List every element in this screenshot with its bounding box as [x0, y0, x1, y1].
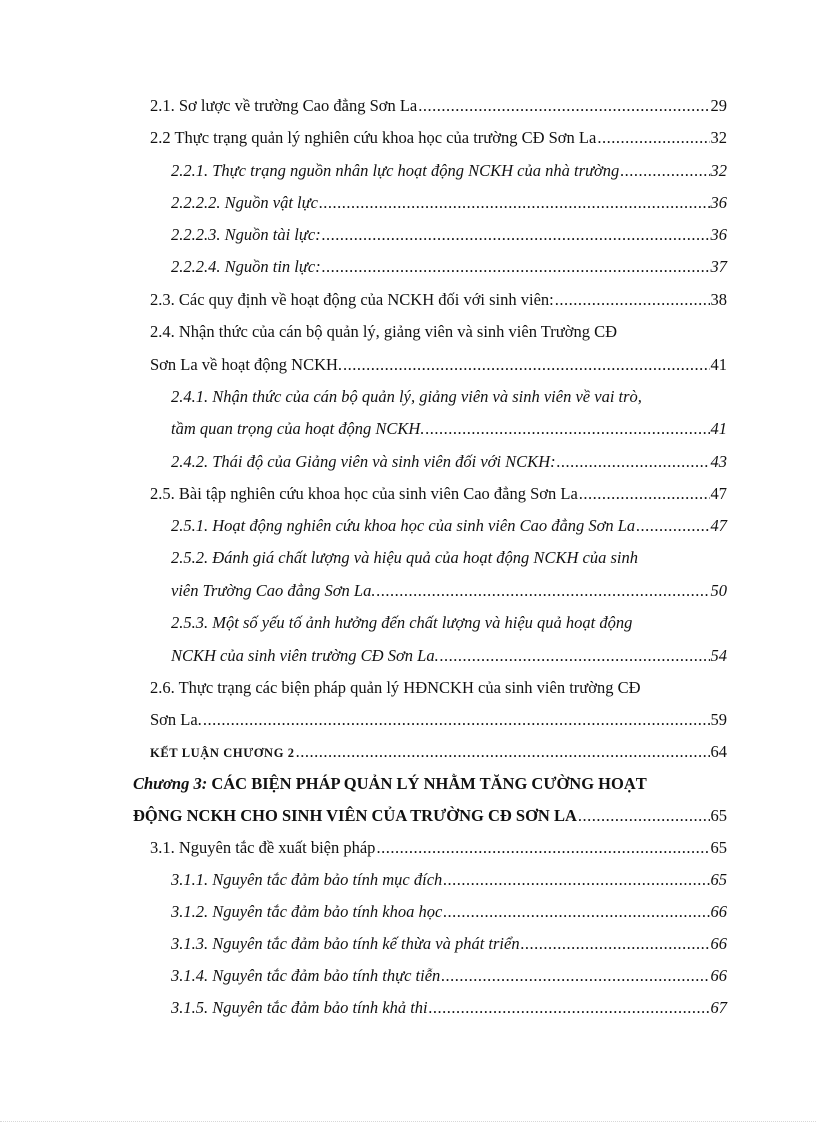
toc-page-number: 65 — [710, 870, 727, 889]
toc-entry — [171, 645, 727, 667]
toc-entry — [150, 837, 727, 859]
chapter-heading-line1 — [133, 773, 647, 795]
leader-dots — [443, 869, 709, 891]
leader-dots — [521, 933, 710, 955]
toc-entry-title: 2.2 Thực trạng quản lý nghiên cứu khoa học của trường CĐ Sơn La — [150, 128, 597, 147]
leader-dots — [322, 224, 710, 246]
toc-entry — [171, 451, 727, 473]
toc-entry — [150, 741, 727, 764]
toc-entry-title: 2.2.2.2. Nguồn vật lực — [171, 193, 318, 212]
toc-entry-title: 3.1.5. Nguyên tắc đảm bảo tính khả thi — [171, 998, 428, 1017]
leader-dots — [555, 289, 710, 311]
leader-dots — [418, 95, 709, 117]
toc-entry — [171, 256, 727, 278]
toc-entry-title-line2: tầm quan trọng của hoạt động NCKH. — [171, 419, 425, 438]
toc-entry-title-line2: viên Trường Cao đẳng Sơn La. — [171, 581, 376, 600]
toc-entry — [150, 483, 727, 505]
leader-dots — [579, 483, 710, 505]
toc-entry — [171, 160, 727, 182]
toc-entry-title-line1: 2.5.2. Đánh giá chất lượng và hiệu quả của hoạt động NCKH của sinh — [171, 548, 638, 567]
toc-entry — [133, 805, 727, 827]
toc-entry — [150, 289, 727, 311]
toc-page-number: 36 — [710, 225, 727, 244]
toc-entry-title: 2.2.2.3. Nguồn tài lực: — [171, 225, 321, 244]
toc-entry-title: 3.1.3. Nguyên tắc đảm bảo tính kế thừa và phát triển — [171, 934, 520, 953]
toc-page-number: 66 — [710, 902, 727, 921]
toc-entry-title-line1: 2.5.3. Một số yếu tố ảnh hưởng đến chất lượng và hiệu quả hoạt động — [171, 613, 633, 632]
toc-page-number: 67 — [710, 998, 727, 1017]
toc-page-number: 41 — [710, 419, 727, 438]
chapter-prefix: Chương 3: — [133, 774, 208, 793]
toc-entry-title: 3.1.2. Nguyên tắc đảm bảo tính khoa học — [171, 902, 443, 921]
toc-entry-title-line1: 2.4. Nhận thức của cán bộ quản lý, giảng viên và sinh viên Trường CĐ — [150, 322, 618, 341]
toc-page-number: 41 — [710, 355, 727, 374]
toc-entry-title: 2.3. Các quy định về hoạt động của NCKH đối với sinh viên: — [150, 290, 554, 309]
leader-dots — [203, 709, 710, 731]
leader-dots — [343, 354, 709, 376]
toc-page-number: 32 — [710, 128, 727, 147]
toc-entry — [150, 709, 727, 731]
toc-entry — [171, 933, 727, 955]
toc-page-number: 66 — [710, 966, 727, 985]
leader-dots — [429, 997, 710, 1019]
toc-page-number: 47 — [710, 484, 727, 503]
toc-entry — [171, 997, 727, 1019]
toc-entry-title-line1: 2.4.1. Nhận thức của cán bộ quản lý, giảng viên và sinh viên về vai trò, — [171, 387, 642, 406]
toc-page-number: 59 — [710, 710, 727, 729]
toc-entry-title: 3.1.4. Nguyên tắc đảm bảo tính thực tiễn — [171, 966, 441, 985]
leader-dots — [441, 965, 709, 987]
toc-entry — [171, 965, 727, 987]
toc-entry-title-line2: NCKH của sinh viên trường CĐ Sơn La. — [171, 646, 439, 665]
toc-page-number: 47 — [710, 516, 727, 535]
toc-entry — [150, 127, 727, 149]
toc-entry-title: 2.2.1. Thực trạng nguồn nhân lực hoạt động NCKH của nhà trường — [171, 161, 620, 180]
toc-entry-title: 2.2.2.4. Nguồn tin lực: — [171, 257, 321, 276]
leader-dots — [376, 580, 709, 602]
toc-entry — [171, 515, 727, 537]
toc-entry-title: 2.4.2. Thái độ của Giảng viên và sinh viên đối với NCKH: — [171, 452, 556, 471]
leader-dots — [319, 192, 710, 214]
toc-entry-title: 2.5. Bài tập nghiên cứu khoa học của sinh viên Cao đẳng Sơn La — [150, 484, 578, 503]
toc-page-number: 43 — [710, 452, 727, 471]
toc-page-number: 65 — [710, 838, 727, 857]
toc-entry-title: 3.1. Nguyên tắc đề xuất biện pháp — [150, 838, 376, 857]
toc-entry-title: 2.1. Sơ lược về trường Cao đẳng Sơn La — [150, 96, 418, 115]
toc-page-number: 64 — [710, 742, 727, 761]
toc-entry-title-line2: Sơn La. — [150, 710, 202, 729]
chapter-title-line1: CÁC BIỆN PHÁP QUẢN LÝ NHẰM TĂNG CƯỜNG HOẠT — [207, 774, 647, 793]
leader-dots — [443, 901, 709, 923]
toc-entry — [150, 95, 727, 117]
toc-entry — [171, 580, 727, 602]
toc-entry-title: 2.5.1. Hoạt động nghiên cứu khoa học của sinh viên Cao đẳng Sơn La — [171, 516, 636, 535]
toc-page-number: 36 — [710, 193, 727, 212]
toc-entry-title-line2: Sơn La về hoạt động NCKH. — [150, 355, 343, 374]
toc-page-number: 66 — [710, 934, 727, 953]
leader-dots — [322, 256, 710, 278]
toc-page-number: 37 — [710, 257, 727, 276]
toc-entry — [171, 418, 727, 440]
toc-entry-title: 3.1.1. Nguyên tắc đảm bảo tính mục đích — [171, 870, 443, 889]
toc-entry — [171, 192, 727, 214]
toc-page-number: 54 — [710, 646, 727, 665]
leader-dots — [440, 645, 710, 667]
leader-dots — [296, 741, 710, 763]
toc-page-number: 65 — [710, 806, 727, 825]
leader-dots — [636, 515, 709, 537]
toc-page-number: 50 — [710, 581, 727, 600]
leader-dots — [557, 451, 710, 473]
toc-page-number: 38 — [710, 290, 727, 309]
toc-entry — [150, 354, 727, 376]
toc-entry — [171, 901, 727, 923]
leader-dots — [578, 805, 710, 827]
leader-dots — [620, 160, 709, 182]
leader-dots — [425, 418, 709, 440]
toc-page-number: 29 — [710, 96, 727, 115]
toc-page-number: 32 — [710, 161, 727, 180]
chapter-title-line2: ĐỘNG NCKH CHO SINH VIÊN CỦA TRƯỜNG CĐ SƠN LA — [133, 806, 577, 825]
page-bottom-border — [0, 1121, 816, 1122]
toc-entry-title-line1: 2.6. Thực trạng các biện pháp quản lý HĐNCKH của sinh viên trường CĐ — [150, 678, 641, 697]
toc-entry — [171, 869, 727, 891]
leader-dots — [376, 837, 709, 859]
leader-dots — [597, 127, 709, 149]
toc-entry-title: KẾT LUẬN CHƯƠNG 2 — [150, 746, 295, 760]
toc-entry — [171, 224, 727, 246]
